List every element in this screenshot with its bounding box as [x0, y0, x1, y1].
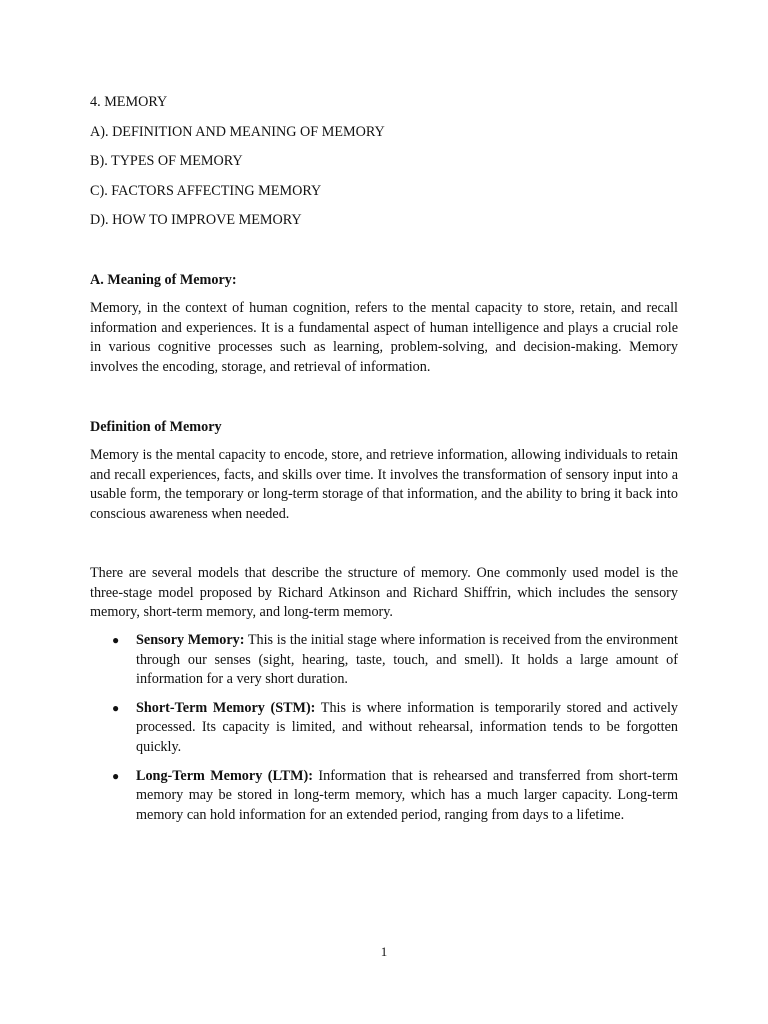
list-item-sensory-memory [90, 631, 678, 690]
bullet-term: Long-Term Memory (LTM): [136, 767, 313, 784]
bullet-icon: ● [112, 633, 120, 647]
bullet-term: Sensory Memory: [136, 632, 245, 648]
models-paragraph: There are several models that describe the structure of memory. One commonly used model is the three-stage model proposed by Richard Atkinson and Richard Shiffrin, which includes the sensory memory, short-term memory, and long-term memory. [90, 565, 678, 621]
outline-title: 4. MEMORY [90, 94, 168, 110]
bullet-text: This is the initial stage where information is received from the environment through our senses (sight, hearing, taste, touch, and smell). It holds a large amount of information for a very short duration. [136, 632, 678, 688]
outline-item-improve: D). HOW TO IMPROVE MEMORY [90, 212, 302, 228]
meaning-paragraph: Memory, in the context of human cognition, refers to the mental capacity to store, retain, and recall information and experiences. It is a fundamental aspect of human intelligence and plays a crucial role in various cognitive processes such as learning, problem-solving, and decision-making. Memory involves the encoding, storage, and retrieval of information. [90, 300, 678, 375]
outline-item-definition: A). DEFINITION AND MEANING OF MEMORY [90, 123, 385, 140]
outline-item-types: B). TYPES OF MEMORY [90, 153, 243, 169]
topic-outline [90, 92, 690, 240]
page-number: 1 [380, 944, 388, 959]
bullet-text: Information that is rehearsed and transferred from short-term memory may be stored in long-term memory, which has a much larger capacity. Long-term memory can hold information for an extended period, ranging from days to a lifetime. [136, 767, 678, 823]
memory-types-list [90, 631, 678, 825]
definition-paragraph: Memory is the mental capacity to encode, store, and retrieve information, allowing individuals to retain and recall experiences, facts, and skills over time. It involves the transformation of sensory input into a usable form, the temporary or long-term storage of that information, and the ability to bring it back into conscious awareness when needed. [90, 447, 678, 522]
outline-item-factors: C). FACTORS AFFECTING MEMORY [90, 182, 322, 199]
meaning-heading: A. Meaning of Memory: [90, 272, 237, 288]
bullet-icon: ● [112, 768, 120, 783]
bullet-icon: ● [112, 700, 120, 715]
bullet-term: Short-Term Memory (STM): [136, 699, 316, 716]
list-item-short-term-memory [90, 699, 678, 758]
bullet-text: This is where information is temporarily stored and actively processed. Its capacity is limited, and without rehearsal, information tends to be forgotten quickly. [136, 699, 679, 755]
definition-heading: Definition of Memory [90, 419, 222, 435]
list-item-long-term-memory [90, 767, 678, 826]
